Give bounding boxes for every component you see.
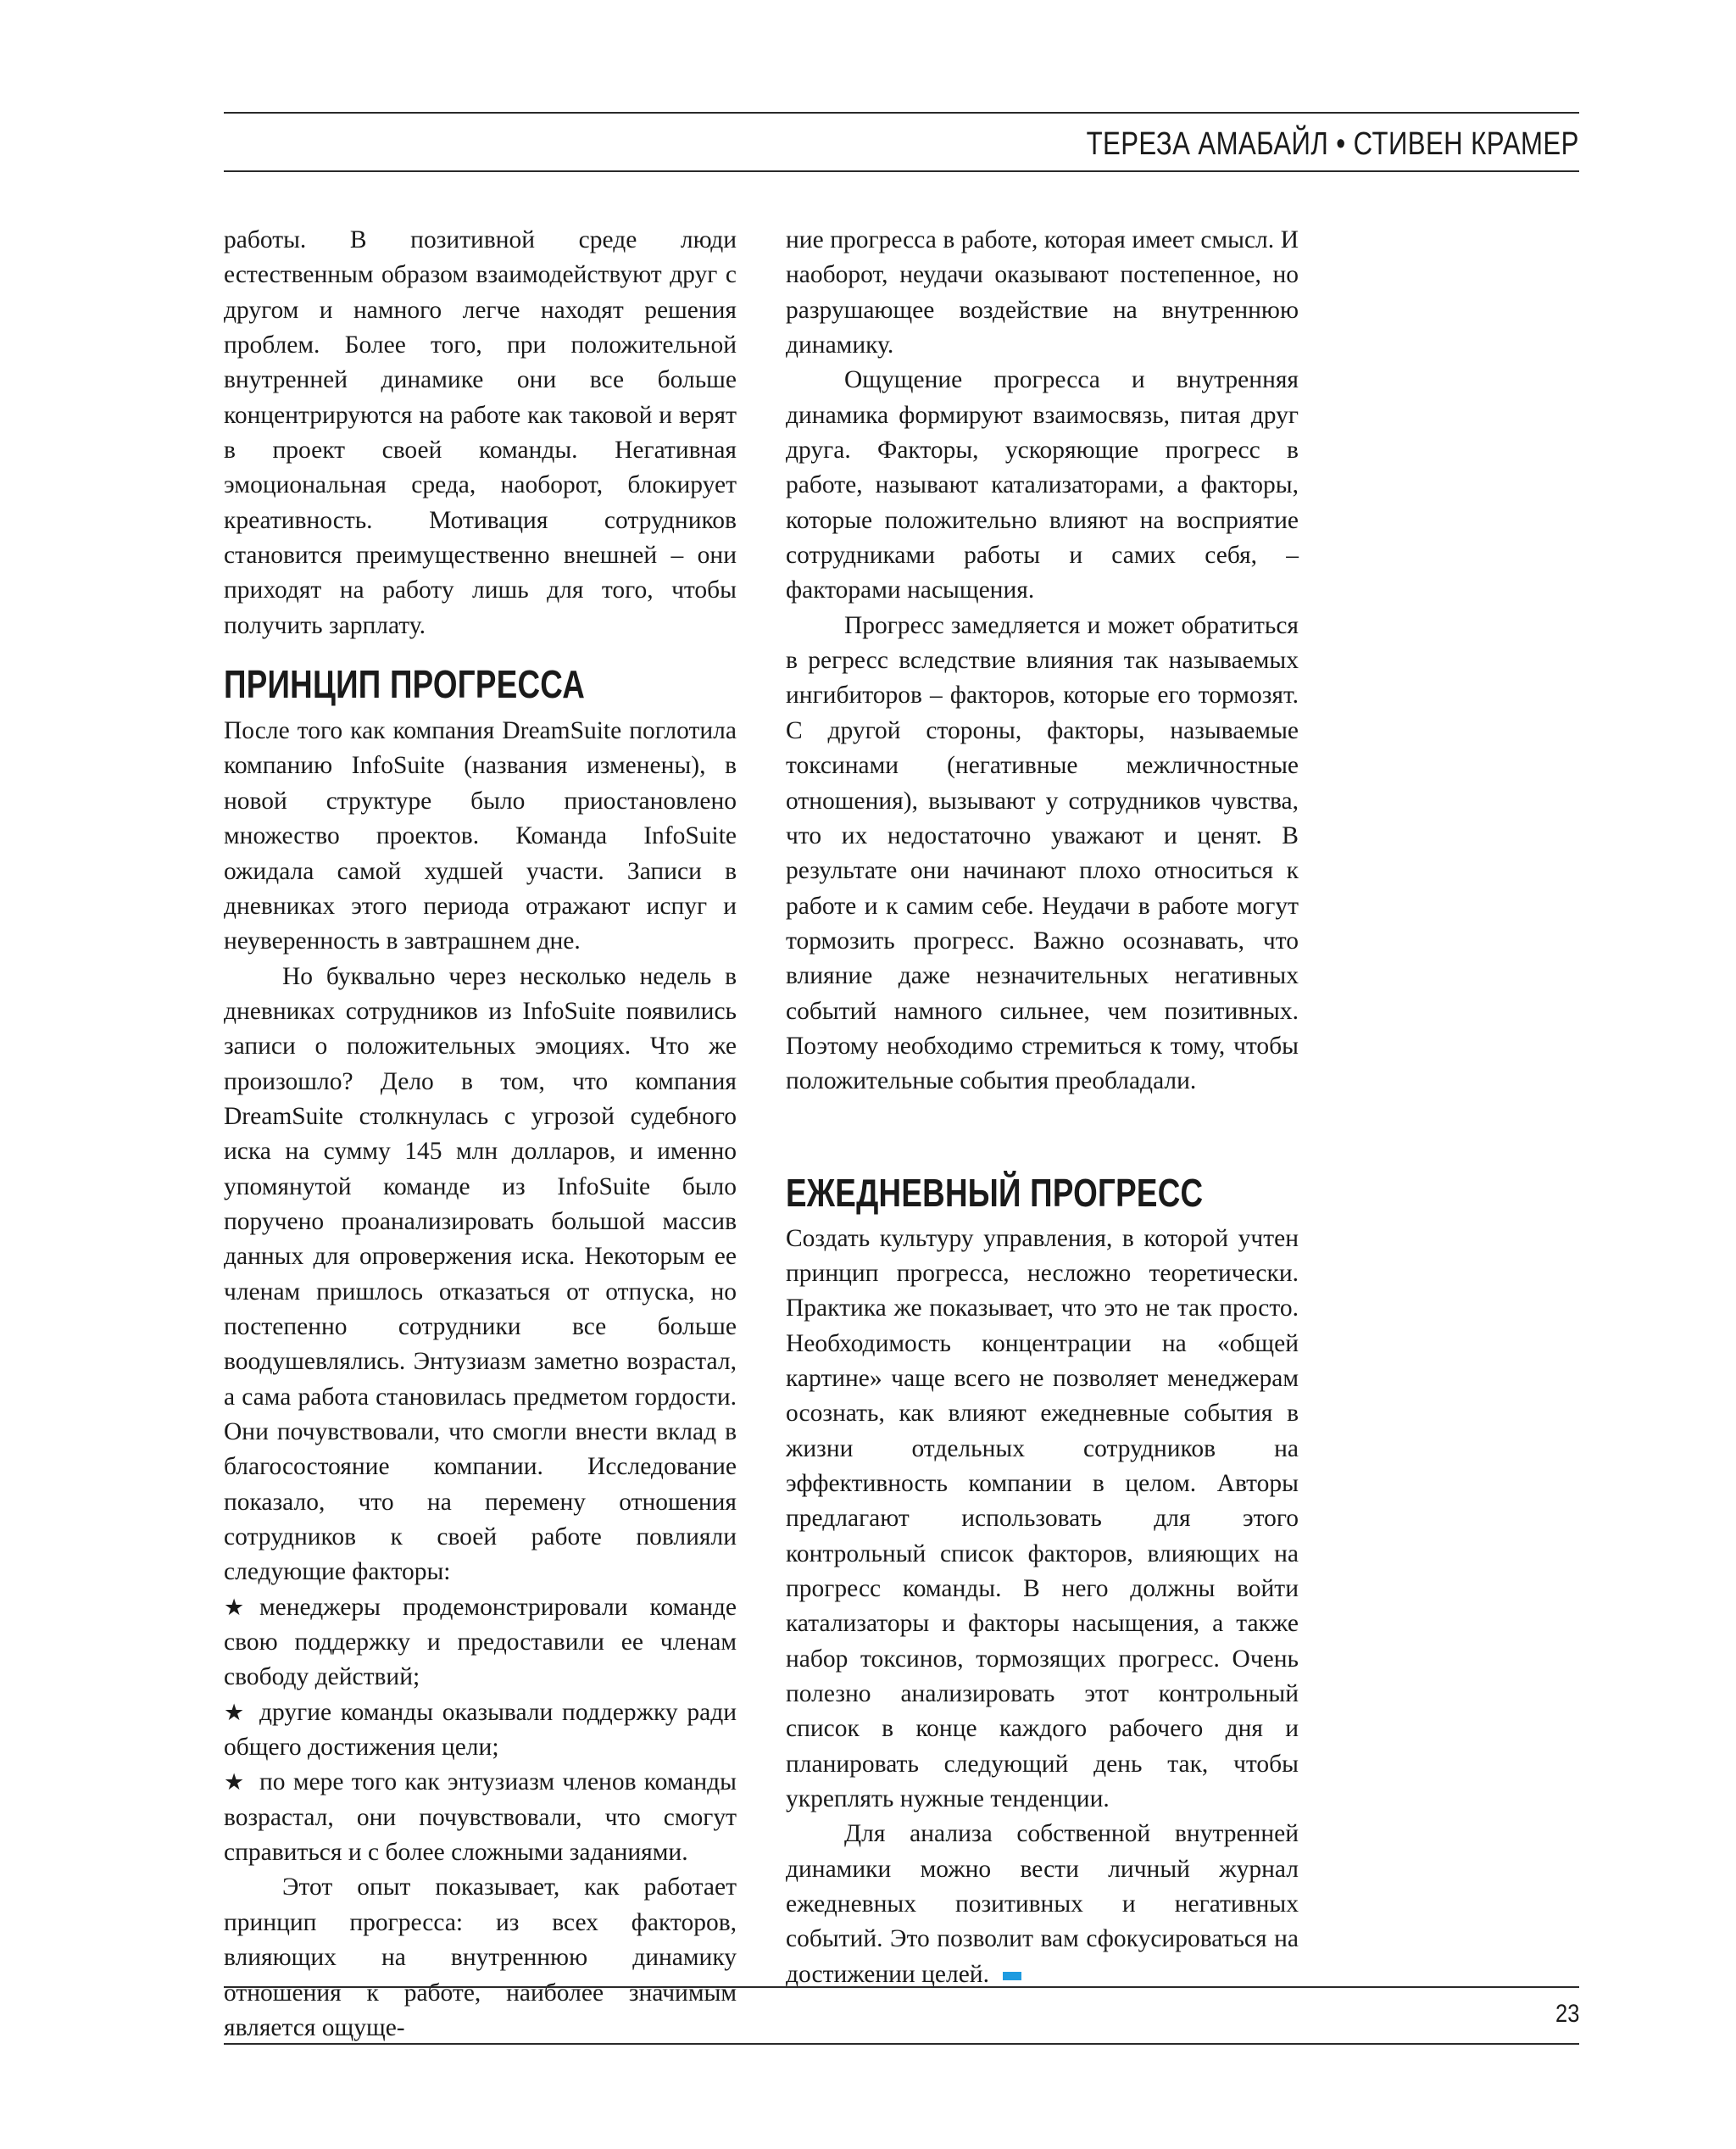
- end-of-article-mark-icon: [1003, 1972, 1021, 1980]
- paragraph: Этот опыт показывает, как работает принцип прогресса: из всех факторов, влияющих на внутреннюю динамику отношения к работе, наиболее значимым является ощуще-: [224, 1873, 737, 2041]
- section-heading: ПРИНЦИП ПРОГРЕССА: [224, 662, 586, 707]
- bullet-text: по мере того как энтузиазм членов команды возрастал, они почувствовали, что смогут справиться и с более сложными заданиями.: [224, 1768, 737, 1867]
- paragraph: работы. В позитивной среде люди естественным образом взаимодействуют друг с другом и намного легче находят решения проблем. Более того, при положительной внутренней динамике они все больше концентрируются на работе как таковой и верят в проект своей команды. Негативная эмоциональная среда, наоборот, блокирует креативность. Мотивация сотрудников становится преимущественно внешней – они приходят на работу лишь для того, чтобы получить зарплату.: [224, 226, 737, 639]
- star-icon: ★: [224, 1699, 245, 1726]
- paragraph: Создать культуру управления, в которой учтен принцип прогресса, несложно теоретически. Практика же показывает, что это не так просто. Необходимость концентрации на «общей картине» чаще всего не позволяет менеджерам осознать, как влияют ежедневные события в жизни отдельных сотрудников на эффективность компании в целом. Авторы предлагают использовать для этого контрольный список факторов, влияющих на прогресс команды. В него должны войти катализаторы и факторы насыщения, а также набор токсинов, тормозящих прогресс. Очень полезно анализировать этот контрольный список в конце каждого рабочего дня и планировать следующий день так, чтобы укреплять нужные тенденции.: [786, 1224, 1299, 1813]
- bullet-text: менеджеры продемонстрировали команде свою поддержку и предоставили ее членам свободу действий;: [224, 1593, 737, 1691]
- right-column: [786, 223, 1299, 1992]
- paragraph: Ощущение прогресса и внутренняя динамика формируют взаимосвязь, питая друг друга. Факторы, ускоряющие прогресс в работе, называют катализаторами, а факторы, которые положительно влияют на восприятие сотрудниками работы и самих себя, – факторами насыщения.: [786, 366, 1299, 604]
- bullet-item: [224, 1695, 737, 1766]
- paragraph-text: Для анализа собственной внутренней динамики можно вести личный журнал ежедневных позитивных и негативных событий. Это позволит вам сфокусироваться на достижении целей.: [786, 1820, 1299, 1988]
- footer-bottom-rule: [224, 2043, 1579, 2045]
- header-bottom-rule: [224, 170, 1579, 172]
- footer-top-rule: [224, 1986, 1579, 1988]
- running-header: ТЕРЕЗА АМАБАЙЛ • СТИВЕН КРАМЕР: [1086, 126, 1579, 162]
- paragraph: ние прогресса в работе, которая имеет смысл. И наоборот, неудачи оказывают постепенное, но разрушающее воздействие на внутреннюю динамику.: [786, 226, 1299, 359]
- section-heading: ЕЖЕДНЕВНЫЙ ПРОГРЕСС: [786, 1170, 1204, 1215]
- paragraph: [786, 1817, 1299, 1992]
- bullet-text: другие команды оказывали поддержку ради общего достижения цели;: [224, 1698, 737, 1762]
- paragraph: Но буквально через несколько недель в дневниках сотрудников из InfoSuite появились записи о положительных эмоциях. Что же произошло? Дело в том, что компания DreamSuite столкнулась с угрозой судебного иска на сумму 145 млн долларов, и именно упомянутой команде из InfoSuite было поручено проанализировать большой массив данных для опровержения иска. Некоторым ее членам пришлось отказаться от отпуска, но постепенно сотрудники все больше воодушевлялись. Энтузиазм заметно возрастал, а сама работа становилась предметом гордости. Они почувствовали, что смогли внести вклад в благосостояние компании. Исследование показало, что на перемену отношения сотрудников к своей работе повлияли следующие факторы:: [224, 962, 737, 1586]
- paragraph: Прогресс замедляется и может обратиться в регресс вследствие влияния так называемых ингибиторов – факторов, которые его тормозят. С другой стороны, факторы, называемые токсинами (негативные межличностные отношения), вызывают у сотрудников чувства, что их недостаточно уважают и ценят. В результате они начинают плохо относиться к работе и к самим себе. Неудачи в работе могут тормозить прогресс. Важно осознавать, что влияние даже незначительных негативных событий намного сильнее, чем позитивных. Поэтому необходимо стремиться к тому, чтобы положительные события преобладали.: [786, 611, 1299, 1095]
- bullet-item: [224, 1590, 737, 1695]
- left-column: [224, 223, 737, 2046]
- bullet-list: [224, 1590, 737, 1871]
- page-number: 23: [1555, 2000, 1579, 2028]
- bullet-item: [224, 1765, 737, 1870]
- star-icon: ★: [224, 1769, 245, 1796]
- header-top-rule: [224, 112, 1579, 114]
- star-icon: ★: [224, 1594, 245, 1621]
- paragraph: После того как компания DreamSuite поглотила компанию InfoSuite (названия изменены), в новой структуре было приостановлено множество проектов. Команда InfoSuite ожидала самой худшей участи. Записи в дневниках этого периода отражают испуг и неуверенность в завтрашнем дне.: [224, 717, 737, 955]
